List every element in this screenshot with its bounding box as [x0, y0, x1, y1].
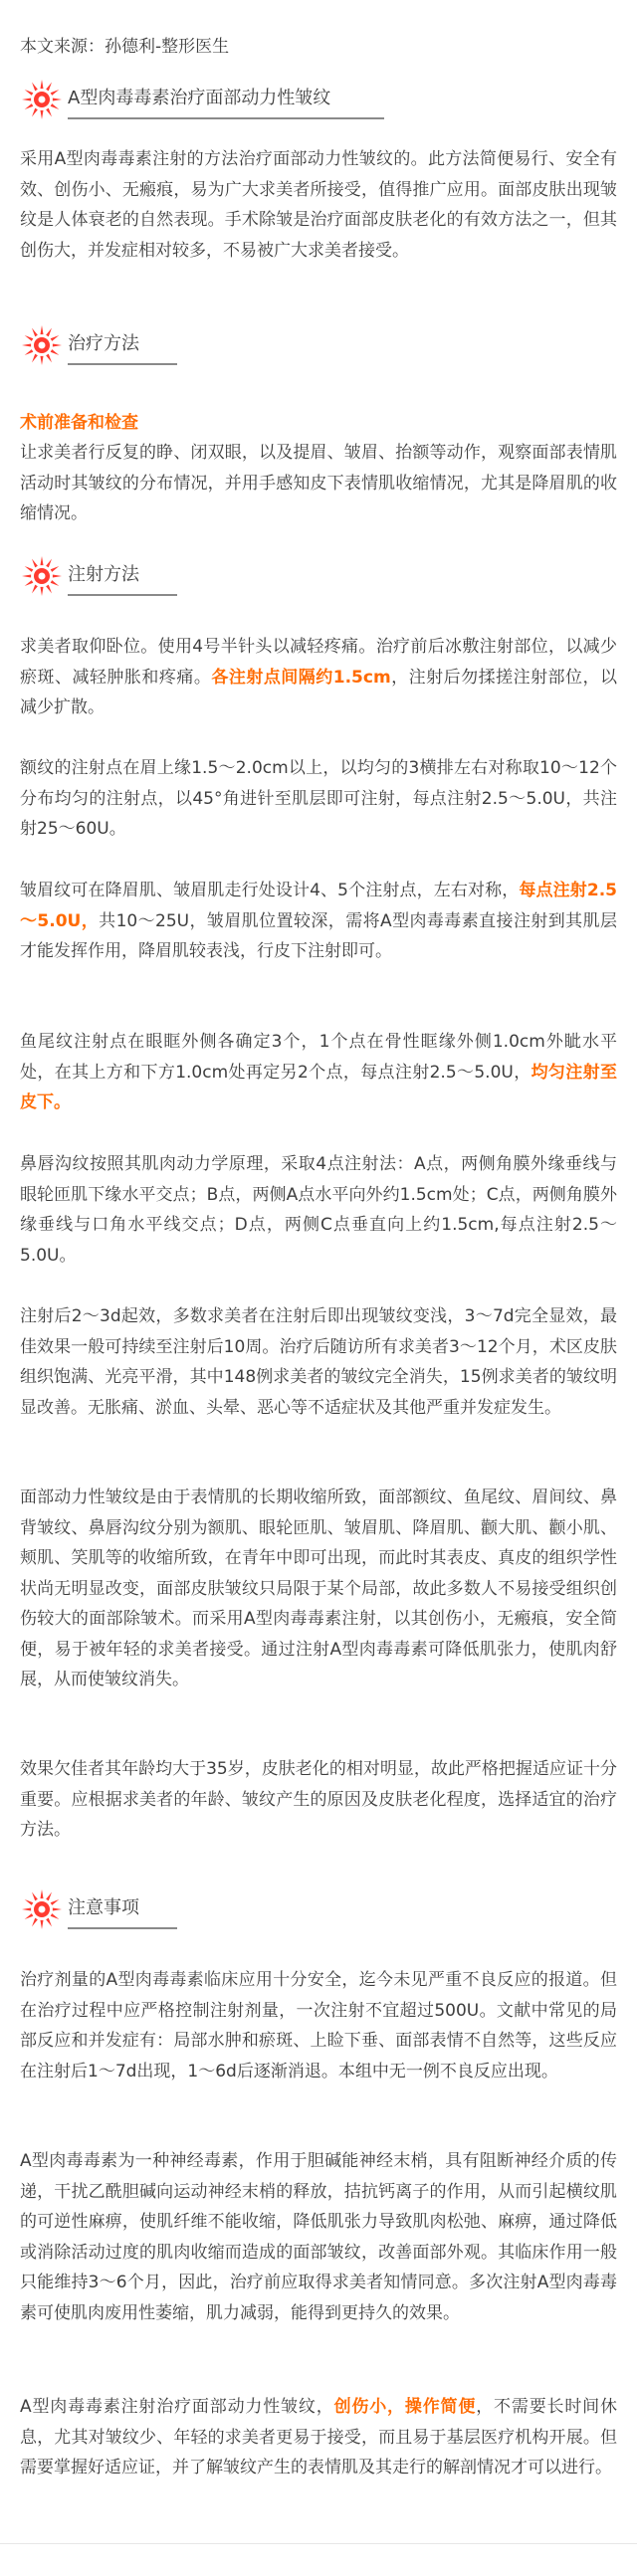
heading-text: 注射方法 [68, 564, 139, 585]
intro-paragraph: 采用A型肉毒毒素注射的方法治疗面部动力性皱纹的。此方法简便易行、安全有效、创伤小、无瘢痕，易为广大求美者所接受，值得推广应用。面部皮肤出现皱纹是人体衰老的自然表现。手术除皱是治疗面部皮肤老化的有效方法之一，但其创伤大，并发症相对较多，不易被广大求美者接受。 [20, 149, 617, 261]
injection-paragraph-2: 额纹的注射点在眉上缘1.5～2.0cm以上，以均匀的3横排左右对称取10～12个分布均匀的注射点，以45°角进针至肌层即可注射，每点注射2.5～5.0U，共注射25～60U。 [20, 758, 617, 839]
text: ，注射后勿揉搓注射部位，以减少扩散。 [20, 667, 618, 717]
sun-burst-icon [20, 323, 64, 367]
notes-paragraph-2: A型肉毒毒素为一种神经毒素，作用于胆碱能神经末梢，具有阻断神经介质的传递，干扰乙酰胆碱向运动神经末梢的释放，拮抗钙离子的作用，从而引起横纹肌的可逆性麻痹，使肌纤维不能收缩，降低肌张力导致肌肉松弛、麻痹，通过降低或消除活动过度的肌肉收缩而造成的面部皱纹，改善面部外观。其临床作用一般只能维持3～6个月，因此，治疗前应取得求美者知情同意。多次注射A型肉毒毒素可使肌肉废用性萎缩，肌力减弱，能得到更持久的效果。 [20, 2151, 617, 2323]
injection-paragraph-8: 效果欠佳者其年龄均大于35岁，皮肤老化的相对明显，故此严格把握适应证十分重要。应根据求美者的年龄、皱纹产生的原因及皮肤老化程度，选择适宜的治疗方法。 [20, 1759, 617, 1840]
sun-burst-icon [20, 78, 64, 121]
notes-paragraph-1: 治疗剂量的A型肉毒毒素临床应用十分安全，迄今未见严重不良反应的报道。但在治疗过程中应严格控制注射剂量，一次注射不宜超过500U。文献中常见的局部反应和并发症有：局部水肿和瘀斑、上睑下垂、面部表情不自然等，这些反应在注射后1～7d出现，1～6d后逐渐消退。本组中无一例不良反应出现。 [20, 1970, 617, 2081]
text: 鱼尾纹注射点在眼眶外侧各确定3个，1个点在骨性眶缘外侧1.0cm外眦水平处，在其上方和下方1.0cm处再定另2个点，每点注射2.5～5.0U， [20, 1032, 617, 1083]
section-heading-injection [20, 554, 617, 604]
text: 求美者取仰卧位。使用4号半针头以减轻疼痛。治疗前后冰敷注射部位，以减少瘀斑、减轻肿胀和疼痛。 [20, 637, 617, 688]
highlight: 每点注射2.5～5.0U， [20, 881, 617, 931]
heading-underline [68, 117, 384, 119]
injection-paragraph-1 [20, 632, 617, 723]
section-heading-treatment [20, 323, 617, 373]
injection-paragraph-7: 面部动力性皱纹是由于表情肌的长期收缩所致，面部额纹、鱼尾纹、眉间纹、鼻背皱纹、鼻唇沟纹分别为额肌、眼轮匝肌、皱眉肌、降眉肌、颧大肌、颧小肌、颊肌、笑肌等的收缩所致，在青年中即可出现，而此时其表皮、真皮的组织学性状尚无明显改变，面部皮肤皱纹只局限于某个局部，故此多数人不易接受组织创伤较大的面部除皱术。而采用A型肉毒毒素注射，以其创伤小，无瘢痕，安全简便，易于被年轻的求美者接受。通过注射A型肉毒毒素可降低肌张力，使肌肉舒展，从而使皱纹消失。 [20, 1487, 617, 1689]
sun-burst-icon [20, 1887, 64, 1931]
injection-paragraph-3 [20, 876, 617, 967]
prep-subheading: 术前准备和检查 [20, 413, 138, 433]
highlight: 创伤小，操作简便 [333, 2397, 477, 2417]
text: 共10～25U，皱眉肌位置较深，需将A型肉毒毒素直接注射到其肌层才能发挥作用，降眉肌较表浅，行皮下注射即可。 [20, 910, 617, 961]
text: ，不需要长时间休息，尤其对皱纹少、年轻的求美者更易于接受，而且易于基层医疗机构开展。但需要掌握好适应证，并了解皱纹产生的表情肌及其走行的解剖情况才可以进行。 [20, 2397, 618, 2477]
heading-underline [68, 594, 177, 596]
prep-paragraph: 让求美者行反复的睁、闭双眼，以及提眉、皱眉、抬额等动作，观察面部表情肌活动时其皱纹的分布情况，并用手感知皮下表情肌收缩情况，尤其是降眉肌的收缩情况。 [20, 443, 617, 523]
injection-paragraph-6: 注射后2～3d起效，多数求美者在注射后即出现皱纹变浅，3～7d完全显效，最佳效果一般可持续至注射后10周。治疗后随访所有求美者3～12个月，术区皮肤组织饱满、光亮平滑，其中148例求美者的皱纹完全消失，15例求美者的皱纹明显改善。无胀痛、淤血、头晕、恶心等不适症状及其他严重并发症发生。 [20, 1306, 617, 1418]
highlight: 均匀注射至皮下。 [20, 1062, 617, 1112]
heading-text: 注意事项 [68, 1897, 139, 1918]
sun-burst-icon [20, 554, 64, 598]
heading-text: 治疗方法 [68, 333, 139, 354]
article-source: 本文来源：孙德利-整形医生 [20, 37, 230, 57]
highlight: 各注射点间隔约1.5cm [211, 667, 391, 688]
notes-paragraph-3 [20, 2392, 617, 2483]
heading-text: A型肉毒毒素治疗面部动力性皱纹 [68, 88, 331, 108]
section-heading-title [20, 78, 617, 127]
heading-underline [68, 363, 177, 365]
injection-paragraph-4 [20, 1027, 617, 1118]
text: A型肉毒毒素注射治疗面部动力性皱纹， [20, 2397, 334, 2417]
bottom-divider [0, 2543, 637, 2544]
injection-paragraph-5: 鼻唇沟纹按照其肌肉动力学原理，采取4点注射法：A点，两侧角膜外缘垂线与眼轮匝肌下缘水平交点；B点，两侧A点水平向外约1.5cm处；C点，两侧角膜外缘垂线与口角水平线交点；D点，两侧C点垂直向上约1.5cm,每点注射2.5～5.0U。 [20, 1154, 617, 1266]
section-heading-notes [20, 1887, 617, 1937]
heading-underline [68, 1927, 177, 1929]
text: 皱眉纹可在降眉肌、皱眉肌走行处设计4、5个注射点，左右对称， [20, 881, 520, 900]
